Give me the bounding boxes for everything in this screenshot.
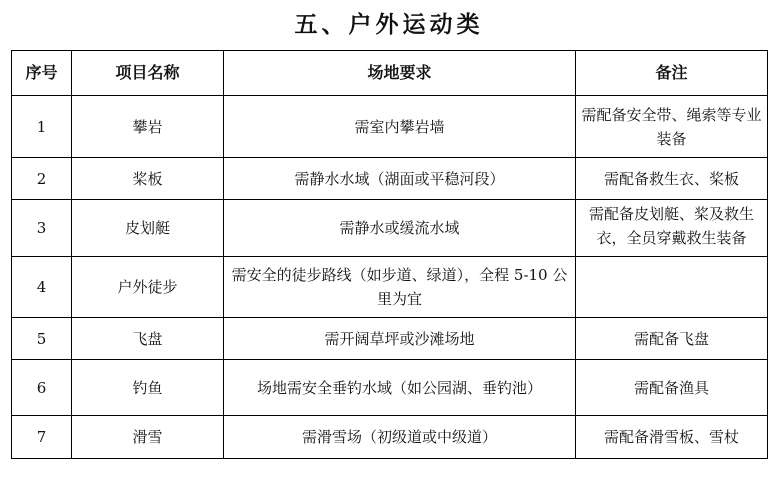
row-requirement: 需静水或缓流水域	[224, 200, 576, 257]
row-no: 1	[12, 96, 72, 158]
row-note: 需配备渔具	[576, 360, 768, 416]
row-note-cell	[576, 200, 768, 257]
row-note	[576, 257, 768, 318]
table-header-row	[12, 51, 768, 96]
section-title: 五、户外运动类	[294, 11, 484, 38]
table-row	[12, 416, 768, 459]
row-no: 3	[12, 200, 72, 257]
table-row	[12, 257, 768, 318]
row-no: 5	[12, 318, 72, 360]
row-no: 4	[12, 257, 72, 318]
table-row	[12, 360, 768, 416]
row-requirement: 需开阔草坪或沙滩场地	[224, 318, 576, 360]
row-note: 需配备滑雪板、雪杖	[576, 416, 768, 459]
row-requirement: 需安全的徒步路线（如步道、绿道），全程 5-10 公里为宜	[224, 257, 576, 318]
row-note: 需配备安全带、绳索等专业装备	[576, 96, 768, 158]
row-name: 桨板	[72, 158, 224, 200]
header-requirement: 场地要求	[224, 51, 576, 96]
row-name: 飞盘	[72, 318, 224, 360]
row-no: 7	[12, 416, 72, 459]
row-name: 钓鱼	[72, 360, 224, 416]
header-note: 备注	[576, 51, 768, 96]
row-no: 6	[12, 360, 72, 416]
table-row	[12, 96, 768, 158]
row-requirement: 需静水水域（湖面或平稳河段）	[224, 158, 576, 200]
row-note: 需配备救生衣、桨板	[576, 158, 768, 200]
row-requirement: 场地需安全垂钓水域（如公园湖、垂钓池）	[224, 360, 576, 416]
row-name: 户外徒步	[72, 257, 224, 318]
header-name: 项目名称	[72, 51, 224, 96]
table-row	[12, 318, 768, 360]
header-no: 序号	[12, 51, 72, 96]
activity-table	[11, 50, 768, 459]
row-name: 攀岩	[72, 96, 224, 158]
table-row	[12, 158, 768, 200]
row-note: 需配备皮划艇、桨及救生衣，全员穿戴救生装备	[588, 205, 754, 247]
row-name: 滑雪	[72, 416, 224, 459]
row-note: 需配备飞盘	[576, 318, 768, 360]
row-requirement: 需室内攀岩墙	[224, 96, 576, 158]
row-name: 皮划艇	[72, 200, 224, 257]
table-row	[12, 200, 768, 257]
row-no: 2	[12, 158, 72, 200]
row-requirement: 需滑雪场（初级道或中级道）	[224, 416, 576, 459]
